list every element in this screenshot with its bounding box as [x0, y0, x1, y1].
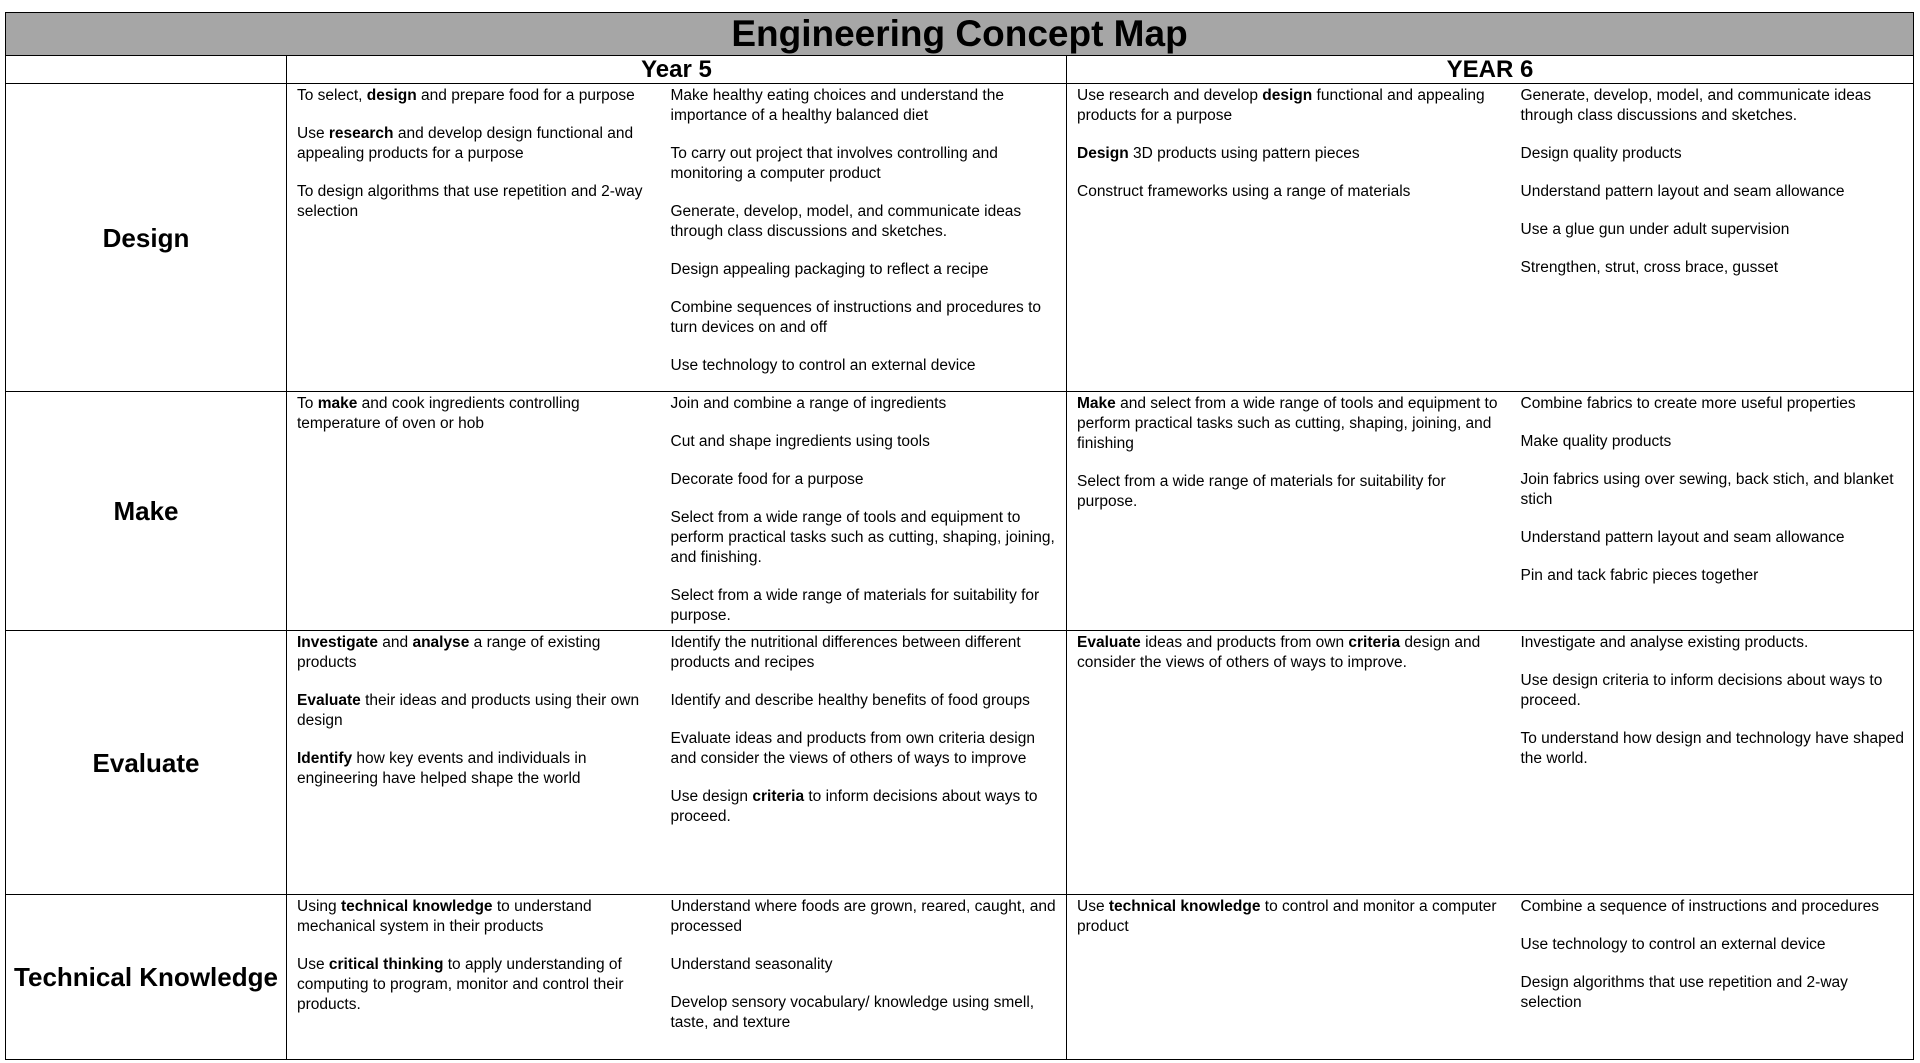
list-item — [671, 787, 1061, 827]
text-run: Join fabrics using over sewing, back stich, and blanket stich — [1520, 471, 1894, 508]
text-run: Use design — [670, 788, 753, 805]
list-item — [1521, 182, 1908, 202]
text-run: Generate, develop, model, and communicate ideas through class discussions and sketches. — [670, 203, 1022, 240]
text-run: To — [297, 395, 318, 412]
text-run: to control and monitor a computer product — [1077, 898, 1497, 935]
row-design — [6, 84, 1914, 392]
bold-keyword: make — [317, 395, 358, 412]
list-item — [297, 182, 655, 222]
list-item — [1521, 220, 1908, 240]
bold-keyword: Identify — [297, 750, 353, 767]
list-item — [1521, 470, 1908, 510]
cell-year6-col2 — [1511, 631, 1914, 895]
cell-year6-col1 — [1067, 631, 1511, 895]
bold-keyword: design — [1262, 87, 1313, 104]
text-run: to understand mechanical system in their products — [297, 898, 592, 935]
list-item — [1521, 144, 1908, 164]
text-run: their ideas and products using their own design — [297, 692, 640, 729]
item-list — [1511, 895, 1914, 1017]
bold-keyword: research — [328, 125, 394, 142]
list-item — [671, 955, 1061, 975]
item-list — [1511, 84, 1914, 282]
cell-year5-col1 — [287, 631, 661, 895]
text-run: functional and appealing products for a purpose — [1077, 87, 1485, 124]
text-run: Evaluate ideas and products from own criteria design and consider the views of others of ways to improve — [670, 730, 1035, 767]
list-item — [671, 86, 1061, 126]
year-header-year-6: YEAR 6 — [1067, 56, 1914, 84]
text-run: Design quality products — [1520, 145, 1682, 162]
text-run: Combine fabrics to create more useful properties — [1520, 395, 1856, 412]
list-item — [1077, 633, 1505, 673]
text-run: to apply understanding of computing to program, monitor and control their products. — [297, 956, 624, 1013]
text-run: Understand pattern layout and seam allowance — [1520, 183, 1845, 200]
list-item — [671, 586, 1061, 626]
bold-keyword: criteria — [1348, 634, 1401, 651]
year-header-year-5: Year 5 — [287, 56, 1067, 84]
list-item — [671, 144, 1061, 184]
page-title: Engineering Concept Map — [6, 13, 1914, 56]
text-run: Identify and describe healthy benefits of food groups — [670, 692, 1030, 709]
list-item — [671, 729, 1061, 769]
text-run: Cut and shape ingredients using tools — [670, 433, 930, 450]
bold-keyword: criteria — [752, 788, 805, 805]
text-run: Use design criteria to inform decisions about ways to proceed. — [1520, 672, 1883, 709]
list-item — [1521, 729, 1908, 769]
item-list — [661, 392, 1067, 630]
cell-year5-col2 — [661, 895, 1067, 1060]
list-item — [297, 897, 655, 937]
text-run: Combine a sequence of instructions and procedures — [1520, 898, 1879, 915]
list-item — [671, 202, 1061, 242]
text-run: Pin and tack fabric pieces together — [1520, 567, 1759, 584]
category-label: Design — [6, 84, 287, 392]
text-run: Design algorithms that use repetition and 2-way selection — [1520, 974, 1848, 1011]
text-run: Strengthen, strut, cross brace, gusset — [1520, 259, 1779, 276]
item-list — [661, 84, 1067, 380]
bold-keyword: analyse — [412, 634, 470, 651]
category-label: Make — [6, 392, 287, 631]
cell-year6-col1 — [1067, 84, 1511, 392]
item-list — [287, 84, 661, 226]
list-item — [671, 394, 1061, 414]
cell-year6-col2 — [1511, 895, 1914, 1060]
text-run: Select from a wide range of materials for suitability for purpose. — [670, 587, 1040, 624]
text-run: and select from a wide range of tools and equipment to perform practical tasks such as cutting, shaping, joining, and finishing — [1077, 395, 1498, 452]
bold-keyword: Investigate — [297, 634, 378, 651]
item-list — [287, 392, 661, 438]
text-run: a range of existing products — [297, 634, 601, 671]
list-item — [297, 691, 655, 731]
cell-year5-col1 — [287, 84, 661, 392]
bold-keyword: critical thinking — [328, 956, 444, 973]
item-list — [287, 631, 661, 793]
text-run: Construct frameworks using a range of materials — [1077, 183, 1411, 200]
list-item — [297, 633, 655, 673]
text-run: Combine sequences of instructions and procedures to turn devices on and off — [670, 299, 1041, 336]
year-header-blank — [6, 56, 287, 84]
list-item — [1077, 144, 1505, 164]
text-run: ideas and products from own — [1140, 634, 1349, 651]
list-item — [671, 508, 1061, 568]
text-run: Develop sensory vocabulary/ knowledge using smell, taste, and texture — [670, 994, 1035, 1031]
bold-keyword: Design — [1077, 145, 1129, 162]
text-run: Generate, develop, model, and communicate ideas through class discussions and sketches. — [1520, 87, 1872, 124]
bold-keyword: Evaluate — [1077, 634, 1141, 651]
text-run: and develop design functional and appealing products for a purpose — [297, 125, 634, 162]
text-run: Use research and develop — [1077, 87, 1263, 104]
text-run: Use technology to control an external device — [1520, 936, 1826, 953]
text-run: to inform decisions about ways to proceed. — [670, 788, 1038, 825]
list-item — [1521, 432, 1908, 452]
text-run: Use — [297, 956, 329, 973]
item-list — [1067, 84, 1511, 206]
cell-year5-col2 — [661, 84, 1067, 392]
text-run: Select from a wide range of materials for suitability for purpose. — [1077, 473, 1446, 510]
list-item — [1521, 671, 1908, 711]
cell-year6-col2 — [1511, 84, 1914, 392]
list-item — [1521, 935, 1908, 955]
list-item — [671, 298, 1061, 338]
text-run: Understand where foods are grown, reared, caught, and processed — [670, 898, 1056, 935]
list-item — [1077, 472, 1505, 512]
list-item — [1521, 973, 1908, 1013]
text-run: Select from a wide range of tools and equipment to perform practical tasks such as cutting, shaping, joining, and finishing. — [670, 509, 1055, 566]
bold-keyword: Evaluate — [297, 692, 361, 709]
list-item — [297, 955, 655, 1015]
bold-keyword: technical knowledge — [340, 898, 493, 915]
list-item — [1077, 897, 1505, 937]
engineering-concept-map-table — [5, 12, 1914, 1060]
text-run: Use — [297, 125, 329, 142]
item-list — [287, 895, 661, 1019]
list-item — [1521, 394, 1908, 414]
list-item — [1521, 528, 1908, 548]
list-item — [1521, 897, 1908, 917]
text-run: Make healthy eating choices and understand the importance of a healthy balanced diet — [670, 87, 1004, 124]
cell-year6-col1 — [1067, 895, 1511, 1060]
list-item — [297, 86, 655, 106]
list-item — [671, 691, 1061, 711]
list-item — [297, 749, 655, 789]
row-technical-knowledge — [6, 895, 1914, 1060]
list-item — [1521, 258, 1908, 278]
item-list — [1067, 392, 1511, 516]
cell-year5-col1 — [287, 392, 661, 631]
text-run: To understand how design and technology have shaped the world. — [1520, 730, 1904, 767]
text-run: Understand seasonality — [670, 956, 833, 973]
text-run: Make quality products — [1520, 433, 1672, 450]
row-make — [6, 392, 1914, 631]
list-item — [671, 470, 1061, 490]
item-list — [1511, 631, 1914, 773]
text-run: design and consider the views of others of ways to improve. — [1077, 634, 1481, 671]
row-evaluate — [6, 631, 1914, 895]
cell-year6-col1 — [1067, 392, 1511, 631]
text-run: Join and combine a range of ingredients — [670, 395, 947, 412]
item-list — [1067, 631, 1511, 677]
item-list — [661, 631, 1067, 831]
cell-year5-col2 — [661, 631, 1067, 895]
list-item — [671, 260, 1061, 280]
cell-year5-col2 — [661, 392, 1067, 631]
list-item — [671, 356, 1061, 376]
text-run: Understand pattern layout and seam allowance — [1520, 529, 1845, 546]
item-list — [661, 895, 1067, 1037]
list-item — [1521, 633, 1908, 653]
text-run: Use — [1077, 898, 1109, 915]
category-label: Technical Knowledge — [6, 895, 287, 1060]
list-item — [1521, 566, 1908, 586]
text-run: Use a glue gun under adult supervision — [1520, 221, 1790, 238]
category-label: Evaluate — [6, 631, 287, 895]
cell-year5-col1 — [287, 895, 661, 1060]
text-run: and cook ingredients controlling temperature of oven or hob — [297, 395, 580, 432]
text-run: and prepare food for a purpose — [416, 87, 635, 104]
bold-keyword: technical knowledge — [1108, 898, 1261, 915]
text-run: Identify the nutritional differences between different products and recipes — [670, 634, 1021, 671]
bold-keyword: Make — [1077, 395, 1116, 412]
list-item — [671, 993, 1061, 1033]
list-item — [671, 432, 1061, 452]
list-item — [1077, 394, 1505, 454]
text-run: and — [377, 634, 413, 651]
cell-year6-col2 — [1511, 392, 1914, 631]
list-item — [671, 633, 1061, 673]
list-item — [297, 124, 655, 164]
text-run: Investigate and analyse existing products. — [1520, 634, 1809, 651]
bold-keyword: design — [366, 87, 417, 104]
text-run: To design algorithms that use repetition and 2-way selection — [297, 183, 643, 220]
item-list — [1511, 392, 1914, 590]
list-item — [297, 394, 655, 434]
list-item — [1077, 182, 1505, 202]
list-item — [1077, 86, 1505, 126]
text-run: Using — [297, 898, 341, 915]
text-run: how key events and individuals in engineering have helped shape the world — [297, 750, 587, 787]
text-run: 3D products using pattern pieces — [1128, 145, 1360, 162]
list-item — [671, 897, 1061, 937]
text-run: To carry out project that involves controlling and monitoring a computer product — [670, 145, 998, 182]
text-run: Use technology to control an external device — [670, 357, 976, 374]
item-list — [1067, 895, 1511, 941]
text-run: Decorate food for a purpose — [670, 471, 864, 488]
text-run: Design appealing packaging to reflect a recipe — [670, 261, 989, 278]
list-item — [1521, 86, 1908, 126]
text-run: To select, — [297, 87, 367, 104]
